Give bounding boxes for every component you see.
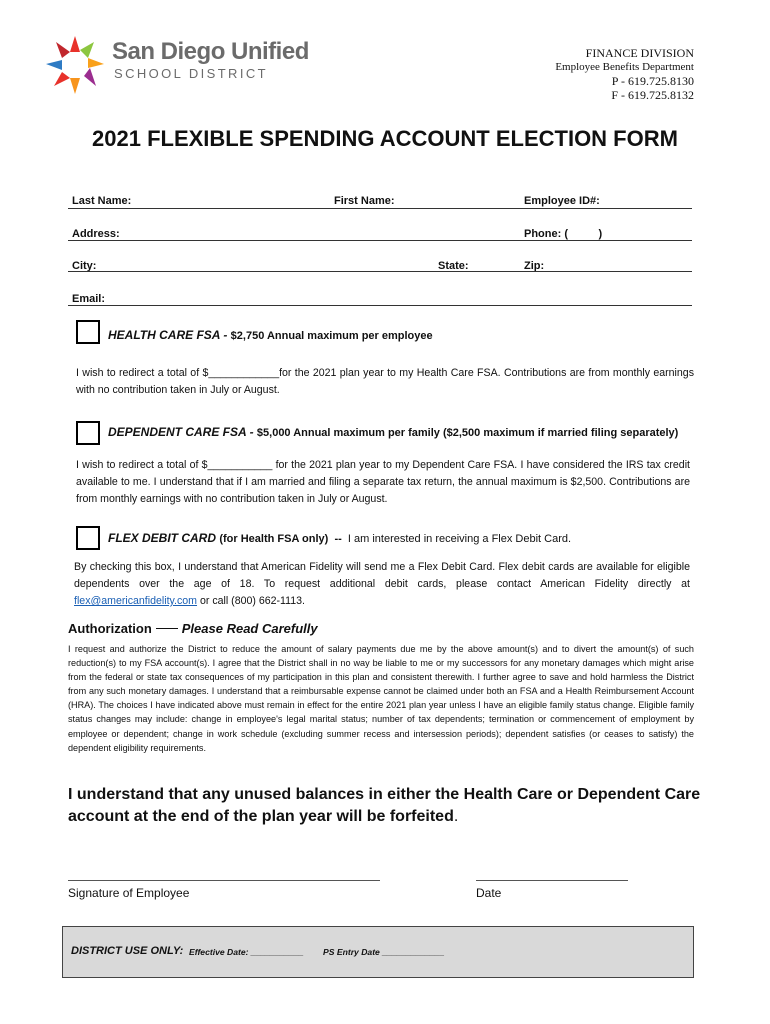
employee-signature-line[interactable] — [68, 880, 380, 881]
email-input-line[interactable] — [68, 305, 692, 306]
flex-debit-dash: -- — [328, 533, 348, 545]
first-name-label: First Name: — [334, 195, 395, 207]
row2-input-line[interactable] — [68, 240, 692, 241]
org-name: San Diego Unified — [112, 38, 309, 65]
authorization-subtitle: Please Read Carefully — [181, 621, 318, 636]
form-title: 2021 FLEXIBLE SPENDING ACCOUNT ELECTION FORM — [92, 126, 678, 151]
employee-signature-label: Signature of Employee — [68, 886, 190, 900]
flex-debit-phone-text: or call (800) 662-1113. — [197, 595, 305, 607]
flex-debit-title: FLEX DEBIT CARD — [108, 531, 216, 545]
row3-input-line[interactable] — [68, 271, 692, 272]
zip-label: Zip: — [524, 260, 545, 272]
flex-debit-heading — [108, 531, 571, 545]
city-label: City: — [72, 260, 97, 272]
phone-label: Phone: ( ) — [524, 228, 603, 240]
authorization-heading — [68, 621, 318, 636]
date-line[interactable] — [476, 880, 628, 881]
fax-number: F - 619.725.8132 — [611, 88, 694, 102]
flex-debit-body — [74, 559, 690, 610]
ps-entry-date-field: PS Entry Date _____________ — [323, 947, 445, 957]
last-name-label: Last Name: — [72, 195, 132, 207]
forfeit-text: I understand that any unused balances in either the Health Care or Dependent Care account at the end of the plan year will be forfeited — [68, 786, 701, 825]
org-subtitle: SCHOOL DISTRICT — [114, 66, 268, 81]
health-care-heading — [108, 328, 433, 342]
row1-input-line[interactable] — [68, 208, 692, 209]
date-label: Date — [476, 886, 502, 900]
email-label: Email: — [72, 293, 106, 305]
district-use-label: DISTRICT USE ONLY: — [71, 945, 184, 957]
dependent-care-subtitle: $5,000 Annual maximum per family ($2,500 maximum if married filing separately) — [256, 427, 679, 439]
employee-id-label: Employee ID#: — [524, 195, 600, 207]
health-care-subtitle: $2,750 Annual maximum per employee — [230, 330, 433, 342]
dependent-care-checkbox[interactable] — [76, 421, 100, 445]
effective-date-field: Effective Date: ___________ — [189, 947, 304, 957]
forfeit-notice — [68, 784, 708, 828]
flex-email-link[interactable]: flex@americanfidelity.com — [74, 595, 198, 607]
department-name: Employee Benefits Department — [555, 61, 694, 73]
health-care-body: I wish to redirect a total of $____________for the 2021 plan year to my Health Care FSA. Contributions are from monthly earnings with no contribution taken in July or August. — [76, 367, 694, 396]
authorization-body: I request and authorize the District to reduce the amount of salary payments due me by the above amount(s) and to divert the amount(s) of such reduction(s) to my FSA account(s). I agree that the District shall in no way be liable to me or my successors for any monetary damages which might arise from the federal or state tax consequences of my participation in this plan and consistent therewith. I further agree to save and hold harmless the District from any such monetary damages. I understand that a reimbursable expense cannot be claimed under both an FSA and a Health Reimbursement Account (HRA). The choices I have indicated above must remain in effect for the entire 2021 plan year unless I have an eligible family status change. Eligible family status changes may include: change in employee's legal marital status; number of tax dependents; termination or commencement of employment by employee or dependent; change in work schedule (excluding summer recess and intersession periods); dependent satisfies (or ceases to satisfy) the dependent eligibility requirements. — [68, 644, 694, 753]
dependent-care-heading — [108, 425, 678, 439]
division-name: FINANCE DIVISION — [585, 46, 694, 60]
district-use-box — [62, 926, 694, 978]
district-logo-icon — [44, 34, 106, 96]
flex-debit-subtitle: (for Health FSA only) — [219, 533, 329, 545]
flex-debit-checkbox[interactable] — [76, 526, 100, 550]
health-care-checkbox[interactable] — [76, 320, 100, 344]
flex-debit-interest: I am interested in receiving a Flex Debit Card. — [347, 533, 572, 545]
phone-number: P - 619.725.8130 — [611, 74, 694, 88]
state-label: State: — [438, 260, 469, 272]
authorization-title: Authorization — [68, 621, 152, 636]
authorization-dash — [156, 628, 178, 629]
forfeit-period: . — [453, 808, 459, 825]
finance-contact-block — [555, 46, 694, 102]
health-care-title: HEALTH CARE FSA - — [108, 328, 231, 342]
address-label: Address: — [72, 228, 120, 240]
dependent-care-body: I wish to redirect a total of $___________ for the 2021 plan year to my Dependent Care FSA. I have considered the IRS tax credit available to me. I understand that if I am married and filing a separate tax return, the annual maximum is $2,500. Contributions are from monthly earnings with no contribution taken in July or August. — [76, 459, 690, 505]
flex-debit-body-text: By checking this box, I understand that American Fidelity will send me a Flex Debit Card. Flex debit cards are available for eligible dependents over the age of 18. To request additional debit cards, please contact American Fidelity directly at — [74, 561, 690, 590]
dependent-care-title: DEPENDENT CARE FSA - — [108, 425, 257, 439]
